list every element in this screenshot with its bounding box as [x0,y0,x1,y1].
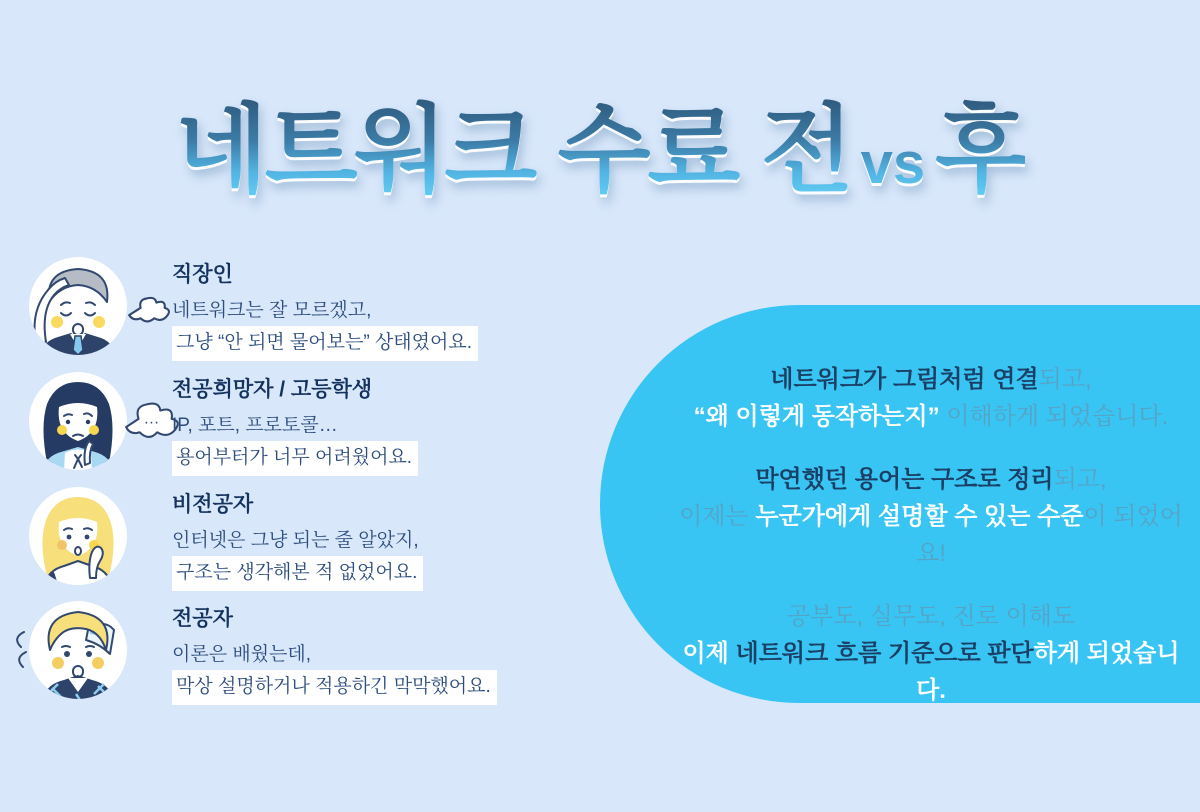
title-before: 네트워크 수료 전 [175,97,851,204]
persona-line-2-highlighted: 막상 설명하거나 적용하긴 막막했어요. [172,670,497,705]
persona-line-1: 이론은 배웠는데, [172,644,312,665]
persona-title: 전공자 [172,607,233,630]
bubble-paragraph-2 [670,461,1192,572]
page-title-text [175,98,1025,204]
persona-line-2-highlighted: 용어부터가 너무 어려웠어요. [172,441,418,476]
speech-dots: ··· [143,414,160,432]
persona-title: 직장인 [172,263,233,286]
page-title [0,98,1200,204]
bubble-line: 이제는 누군가에게 설명할 수 있는 수준이 되었어요! [679,503,1183,567]
persona-title: 전공희망자 / 고등학생 [172,378,373,401]
persona-line-1: IP, 포트, 프로토콜… [172,415,338,436]
office-worker-illustration-icon [28,256,128,356]
avatar-office-worker [28,256,128,356]
title-vs: vs [860,131,926,196]
cs-major-illustration-icon [28,600,128,700]
persona-aspiring-major-student [28,371,548,475]
avatar-aspiring-major-student [28,371,160,471]
sweat-drops-icon [8,628,30,672]
bubble-paragraph-1 [670,361,1192,435]
title-after: 후 [935,97,1025,204]
speech-puff-icon [126,294,172,330]
persona-line-2-highlighted: 그냥 “안 되면 물어보는” 상태였어요. [172,326,478,361]
bubble-paragraph-3 [670,598,1192,709]
non-major-illustration-icon [28,486,128,586]
bubble-line: 이제 네트워크 흐름 기준으로 판단하게 되었습니다. [682,640,1180,704]
persona-line-1: 네트워크는 잘 모르겠고, [172,300,372,321]
persona-non-major [28,486,548,590]
bubble-line: 네트워크가 그림처럼 연결되고, [770,366,1092,393]
student-illustration-icon [28,371,128,471]
persona-line-1: 인터넷은 그냥 되는 줄 알았지, [172,530,419,551]
persona-title: 비전공자 [172,493,254,516]
after-results-text [670,361,1192,735]
avatar-non-major [28,486,128,586]
persona-cs-major [28,600,548,704]
persona-office-worker [28,256,548,360]
bubble-line: “왜 이렇게 동작하는지” 이해하게 되었습니다. [693,403,1169,430]
after-results-bubble [600,305,1200,703]
bubble-line: 막연했던 용어는 구조로 정리되고, [755,466,1107,493]
persona-line-2-highlighted: 구조는 생각해본 적 없었어요. [172,556,423,591]
avatar-cs-major [28,600,128,700]
bubble-line: 공부도, 실무도, 진로 이해도 [786,603,1076,630]
